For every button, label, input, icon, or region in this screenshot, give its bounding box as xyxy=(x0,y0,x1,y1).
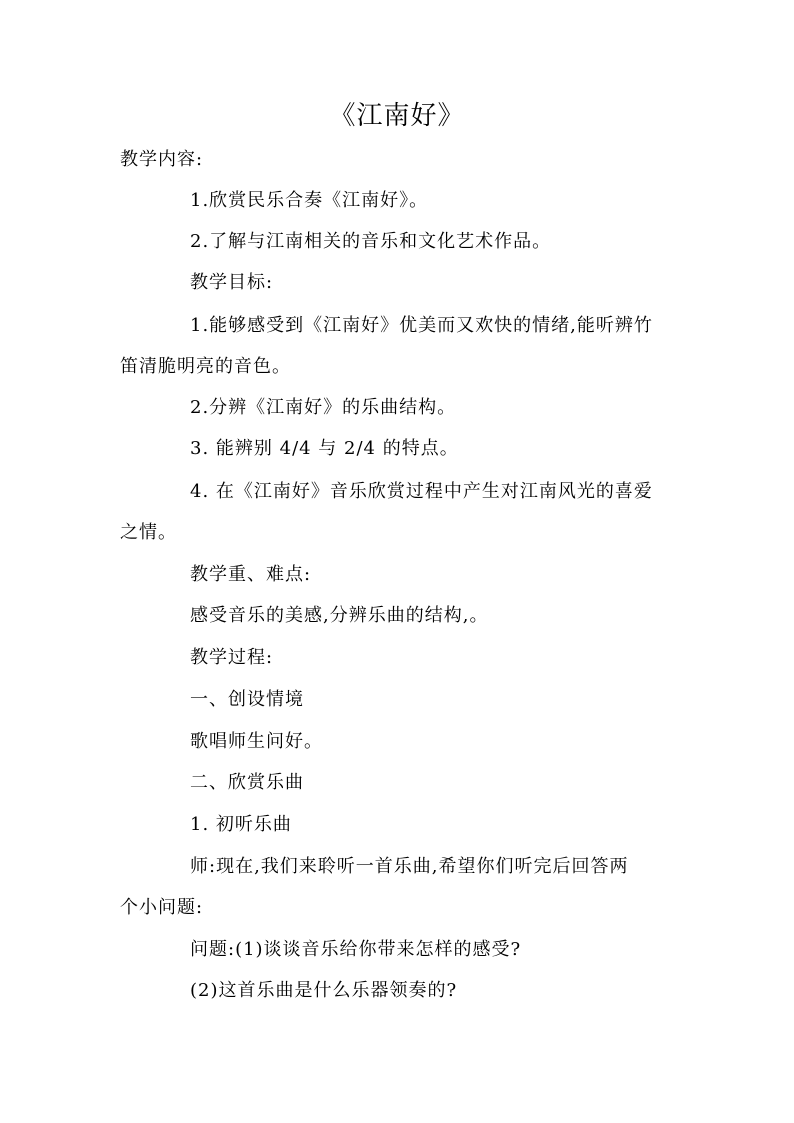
section-heading-process: 教学过程: xyxy=(190,647,274,668)
goal-item-1-continued: 笛清脆明亮的音色。 xyxy=(120,356,291,377)
process-step-1-text: 歌唱师生问好。 xyxy=(190,731,323,752)
question-2: (2)这首乐曲是什么乐器领奏的? xyxy=(190,980,458,1001)
content-item-2: 2.了解与江南相关的音乐和文化艺术作品。 xyxy=(190,231,552,252)
section-heading-content: 教学内容: xyxy=(120,149,204,170)
teacher-speech-continued: 个小问题: xyxy=(120,897,204,918)
goal-item-4-continued: 之情。 xyxy=(120,522,177,543)
process-substep-1: 1. 初听乐曲 xyxy=(190,814,292,835)
content-item-1: 1.欣赏民乐合奏《江南好》。 xyxy=(190,190,429,211)
key-points-text: 感受音乐的美感,分辨乐曲的结构,。 xyxy=(190,605,489,626)
process-step-1-heading: 一、创设情境 xyxy=(190,689,304,710)
process-step-2-heading: 二、欣赏乐曲 xyxy=(190,772,304,793)
goal-item-4: 4. 在《江南好》音乐欣赏过程中产生对江南风光的喜爱 xyxy=(190,481,653,502)
section-heading-goals: 教学目标: xyxy=(190,272,274,293)
document-title: 《江南好》 xyxy=(329,101,465,131)
section-heading-key-points: 教学重、难点: xyxy=(190,564,312,585)
goal-item-2: 2.分辨《江南好》的乐曲结构。 xyxy=(190,397,457,418)
question-1: 问题:(1)谈谈音乐给你带来怎样的感受? xyxy=(190,939,522,960)
teacher-speech: 师:现在,我们来聆听一首乐曲,希望你们听完后回答两 xyxy=(190,856,629,877)
goal-item-1: 1.能够感受到《江南好》优美而又欢快的情绪,能听辨竹 xyxy=(190,315,653,336)
goal-item-3: 3. 能辨别 4/4 与 2/4 的特点。 xyxy=(190,438,459,459)
